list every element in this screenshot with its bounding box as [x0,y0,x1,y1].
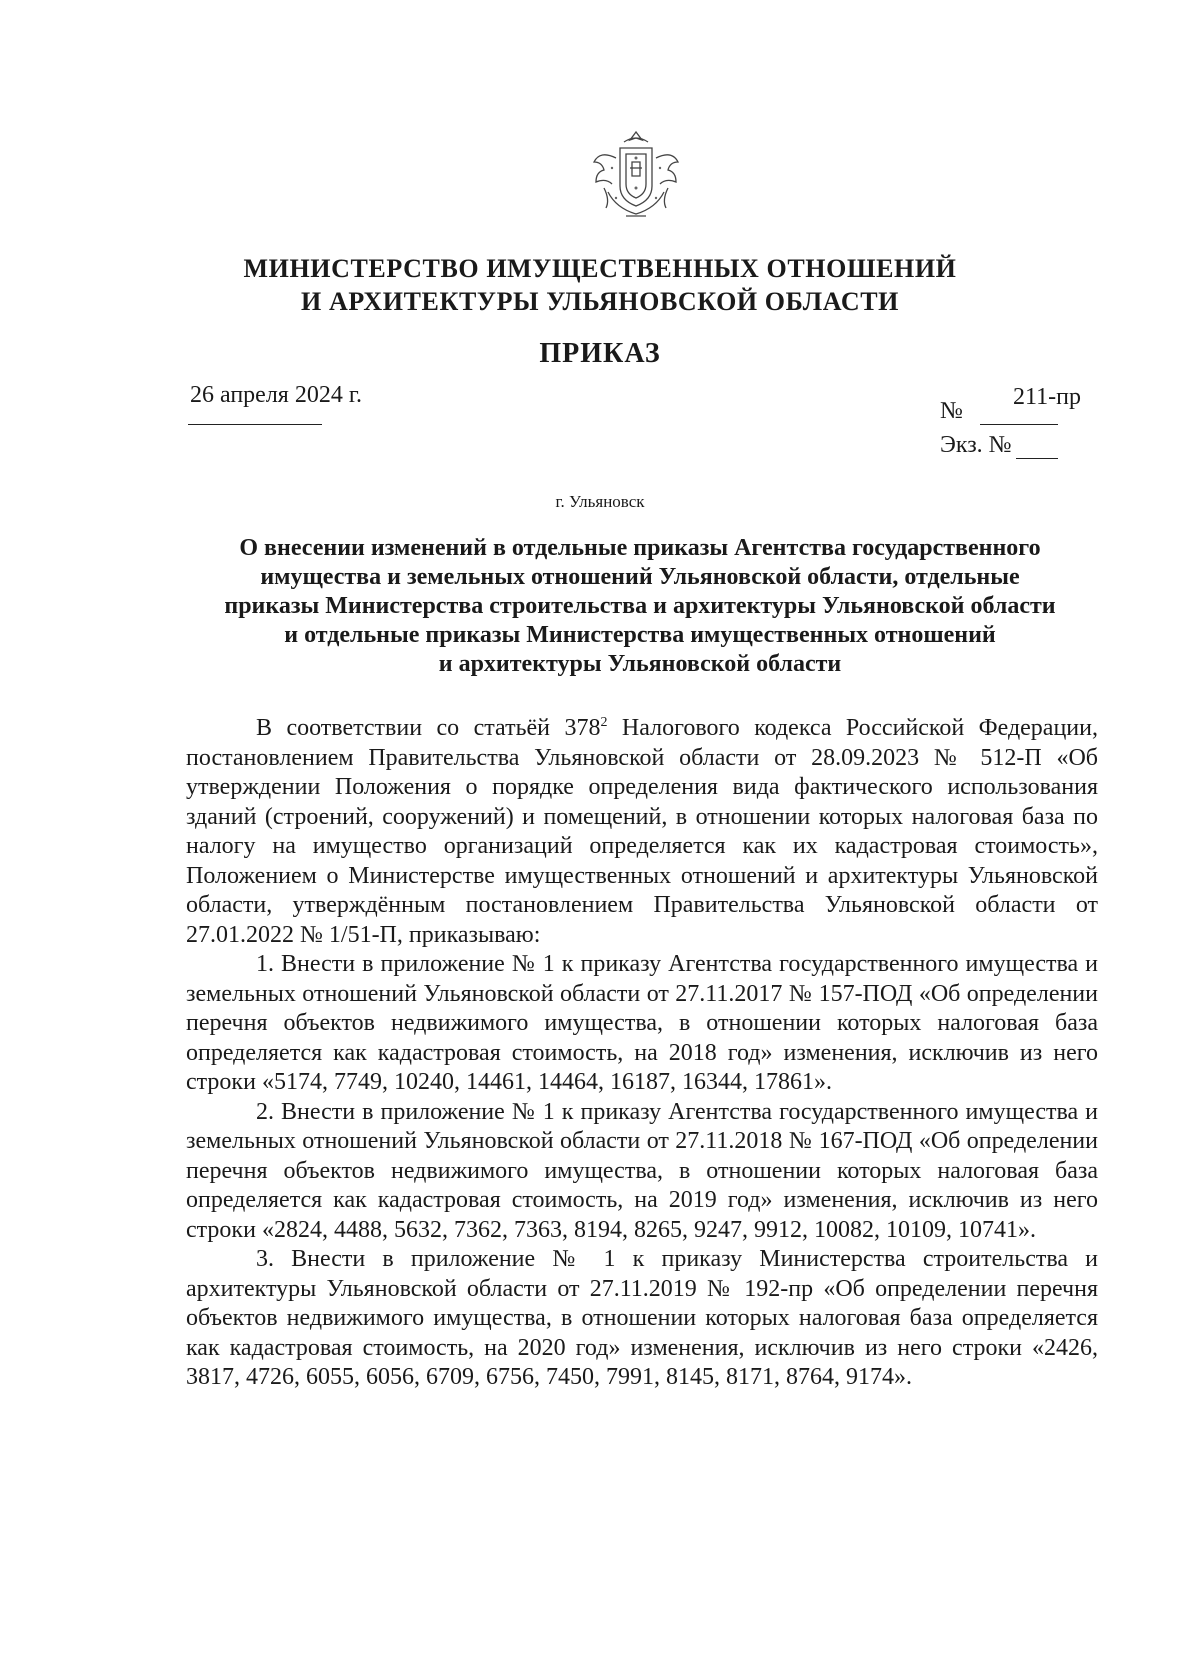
article-superscript: 2 [600,715,608,730]
number-underline [980,424,1058,425]
copy-number-underline [1016,458,1058,459]
document-title-line4: и отдельные приказы Министерства имущественных отношений [284,622,996,648]
document-title [180,534,1100,679]
city: г. Ульяновск [555,492,645,511]
copy-number-label: Экз. № [940,432,1012,458]
item-paragraph-1: 1. Внести в приложение № 1 к приказу Агентства государственного имущества и земельных отношений Ульяновской области от 27.11.2017 № 157-ПОД «Об определении перечня объектов недвижимого имущества, в отношении которых налоговая база определяется как кадастровая стоимость, на 2018 год» изменения, исключив из него строки «5174, 7749, 10240, 14461, 14464, 16187, 16344, 17861». [186,951,1098,1095]
ministry-name-line1: МИНИСТЕРСТВО ИМУЩЕСТВЕННЫХ ОТНОШЕНИЙ [243,254,957,283]
document-title-line3: приказы Министерства строительства и архитектуры Ульяновской области [224,593,1056,619]
order-date: 26 апреля 2024 г. [190,382,362,408]
document-title-line1: О внесении изменений в отдельные приказы Агентства государственного [239,535,1041,561]
order-heading: ПРИКАЗ [539,338,661,369]
number-label: № [940,398,963,424]
preamble-paragraph [186,714,1098,950]
preamble-text-rest: Налогового кодекса Российской Федерации, постановлением Правительства Ульяновской области от 28.09.2023 № 512-П «Об утверждении Положения о порядке определения вида фактического использования зданий (строений, сооружений) и помещений, в отношении которых налоговая база по налогу на имущество организаций определяется как их кадастровая стоимость», Положением о Министерстве имущественных отношений и архитектуры Ульяновской области, утверждённым постановлением Правительства Ульяновской области от 27.01.2022 № 1/51-П, приказываю: [186,715,1098,948]
date-underline [188,424,322,425]
document-body [186,714,1098,1393]
item-paragraph-3: 3. Внести в приложение № 1 к приказу Министерства строительства и архитектуры Ульяновской области от 27.11.2019 № 192-пр «Об определении перечня объектов недвижимого имущества, в отношении которых налоговая база определяется как кадастровая стоимость, на 2020 год» изменения, исключив из него строки «2426, 3817, 4726, 6055, 6056, 6709, 6756, 7450, 7991, 8145, 8171, 8764, 9174». [186,1246,1098,1390]
document-title-line5: и архитектуры Ульяновской области [438,651,842,677]
ministry-name-line2: И АРХИТЕКТУРЫ УЛЬЯНОВСКОЙ ОБЛАСТИ [301,287,899,316]
ministry-name [0,252,1200,318]
preamble-text-start: В соответствии со статьёй 378 [256,715,601,741]
order-number: 211-пр [1013,384,1081,410]
item-paragraph-2: 2. Внести в приложение № 1 к приказу Агентства государственного имущества и земельных отношений Ульяновской области от 27.11.2018 № 167-ПОД «Об определении перечня объектов недвижимого имущества, в отношении которых налоговая база определяется как кадастровая стоимость, на 2019 год» изменения, исключив из него строки «2824, 4488, 5632, 7362, 7363, 8194, 8265, 9247, 9912, 10082, 10109, 10741». [186,1098,1098,1243]
document-title-line2: имущества и земельных отношений Ульяновской области, отдельные [260,564,1020,590]
coat-of-arms-icon [586,128,686,222]
